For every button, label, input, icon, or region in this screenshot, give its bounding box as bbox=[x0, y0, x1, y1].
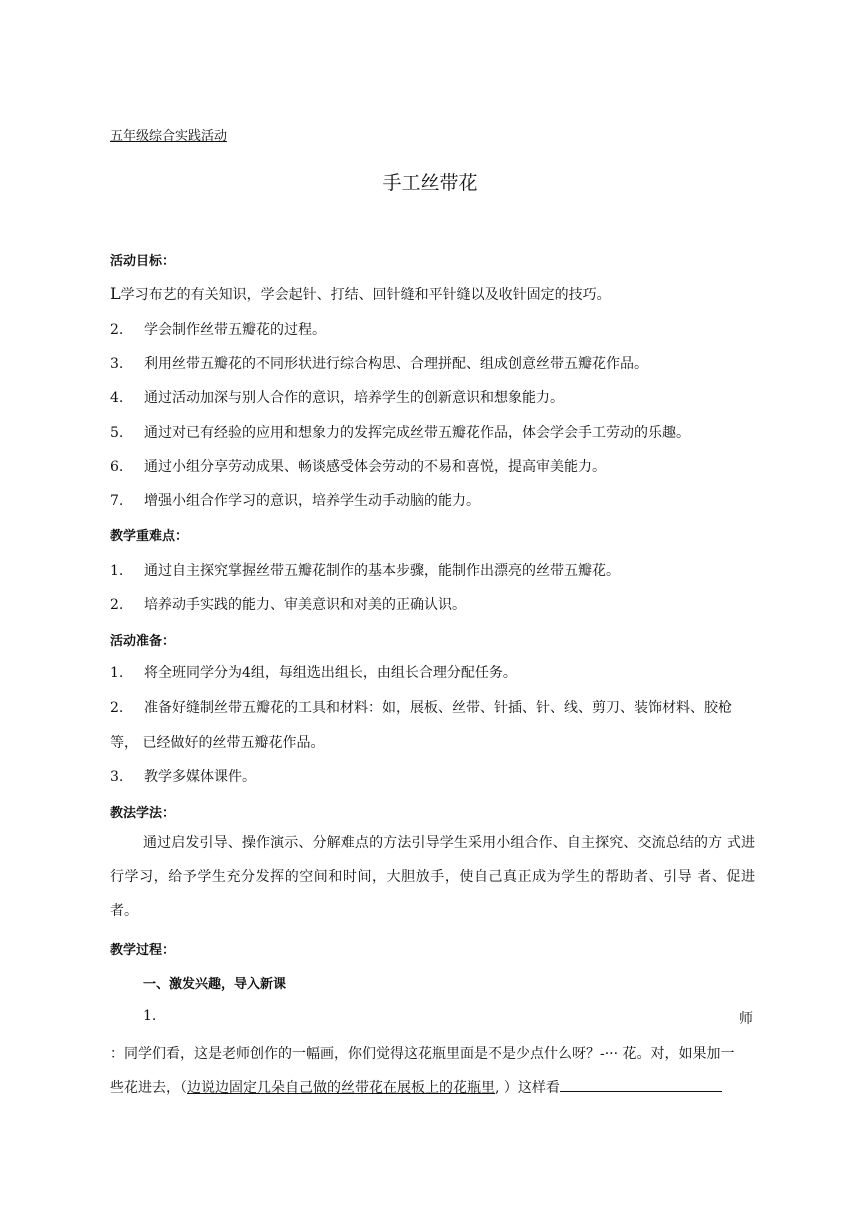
preparation-num: 2. bbox=[110, 700, 124, 716]
process-subheading: 一、激发兴趣，导入新课 bbox=[143, 977, 287, 992]
goal-num: 7. bbox=[110, 493, 124, 509]
preparation-item-1 bbox=[110, 662, 755, 682]
goal-num: 6. bbox=[110, 459, 124, 475]
methods-heading: 教法学法： bbox=[110, 806, 176, 821]
key-point-text: 培养动手实践的能力、审美意识和对美的正确认识。 bbox=[144, 597, 466, 613]
goals-heading: 活动目标： bbox=[110, 254, 176, 269]
key-points-heading: 教学重难点： bbox=[110, 529, 189, 544]
goal-item-4 bbox=[110, 387, 755, 407]
preparation-heading: 活动准备： bbox=[110, 634, 176, 649]
goal-text: 通过小组分享劳动成果、畅谈感受体会劳动的不易和喜悦，提高审美能力。 bbox=[144, 459, 606, 475]
goal-text: 利用丝带五瓣花的不同形状进行综合构思、合理拼配、组成创意丝带五瓣花作品。 bbox=[144, 356, 648, 372]
key-point-item-2 bbox=[110, 594, 755, 614]
preparation-item-2-line-2: 等， 已经做好的丝带五瓣花作品。 bbox=[110, 735, 325, 751]
preparation-text: 准备好缝制丝带五瓣花的工具和材料：如，展板、丝带、针插、针、线、剪刀、装饰材料、胶枪 bbox=[144, 700, 732, 716]
goal-text: 学习布艺的有关知识，学会起针、打结、回针缝和平针缝以及收针固定的技巧。 bbox=[120, 287, 611, 303]
process-step-number: 1. bbox=[143, 1008, 157, 1024]
goal-num: 3. bbox=[110, 356, 124, 372]
course-header: 五年级综合实践活动 bbox=[110, 129, 228, 144]
preparation-num: 1. bbox=[110, 665, 124, 681]
preparation-item-2-line-1 bbox=[110, 697, 755, 717]
goal-item-5 bbox=[110, 422, 755, 442]
preparation-num: 3. bbox=[110, 769, 124, 785]
goal-num: L bbox=[110, 284, 121, 303]
preparation-text: 教学多媒体课件。 bbox=[144, 769, 256, 785]
goal-text: 增强小组合作学习的意识，培养学生动手动脑的能力。 bbox=[144, 493, 480, 509]
key-point-text: 通过自主探究掌握丝带五瓣花制作的基本步骤，能制作出漂亮的丝带五瓣花。 bbox=[144, 563, 620, 579]
process-step-speaker: 师 bbox=[739, 1011, 753, 1027]
fill-blank-line bbox=[560, 1077, 722, 1092]
goal-num: 4. bbox=[110, 390, 124, 406]
process-heading: 教学过程： bbox=[110, 943, 176, 958]
line3-prefix: 些花进去，（ bbox=[110, 1080, 187, 1096]
goal-item-6 bbox=[110, 456, 755, 476]
goal-text: 通过对已有经验的应用和想象力的发挥完成丝带五瓣花作品，体会学会手工劳动的乐趣。 bbox=[144, 425, 690, 441]
line3-suffix: , ）这样看 bbox=[495, 1080, 560, 1096]
goal-item-3 bbox=[110, 353, 755, 373]
goal-num: 5. bbox=[110, 425, 124, 441]
process-step-line-3 bbox=[110, 1077, 755, 1097]
document-title: 手工丝带花 bbox=[382, 172, 478, 194]
key-point-item-1 bbox=[110, 560, 755, 580]
key-point-num: 1. bbox=[110, 563, 124, 579]
stage-direction: 边说边固定几朵自己做的丝带花在展板上的花瓶里 bbox=[187, 1080, 495, 1096]
goal-text: 通过活动加深与别人合作的意识，培养学生的创新意识和想象能力。 bbox=[144, 390, 564, 406]
goal-item-7 bbox=[110, 490, 755, 510]
goal-num: 2. bbox=[110, 322, 124, 338]
process-step-line-2: ：同学们看，这是老师创作的一幅画，你们觉得这花瓶里面是不是少点什么呀？-··· 花。对，如果加一 bbox=[110, 1046, 735, 1062]
goal-text: 学会制作丝带五瓣花的过程。 bbox=[144, 322, 326, 338]
preparation-text: 将全班同学分为4组，每组选出组长，由组长合理分配任务。 bbox=[144, 665, 517, 681]
goal-item-2 bbox=[110, 319, 755, 339]
methods-paragraph: 通过启发引导、操作演示、分解难点的方法引导学生采用小组合作、自主探究、交流总结的方 式进行学习，给予学生充分发挥的空间和时间，大胆放手，使自己真正成为学生的帮助者、引导 者、促进者。 bbox=[110, 835, 755, 919]
preparation-item-3 bbox=[110, 766, 755, 786]
key-point-num: 2. bbox=[110, 597, 124, 613]
goal-item-1 bbox=[110, 284, 755, 304]
